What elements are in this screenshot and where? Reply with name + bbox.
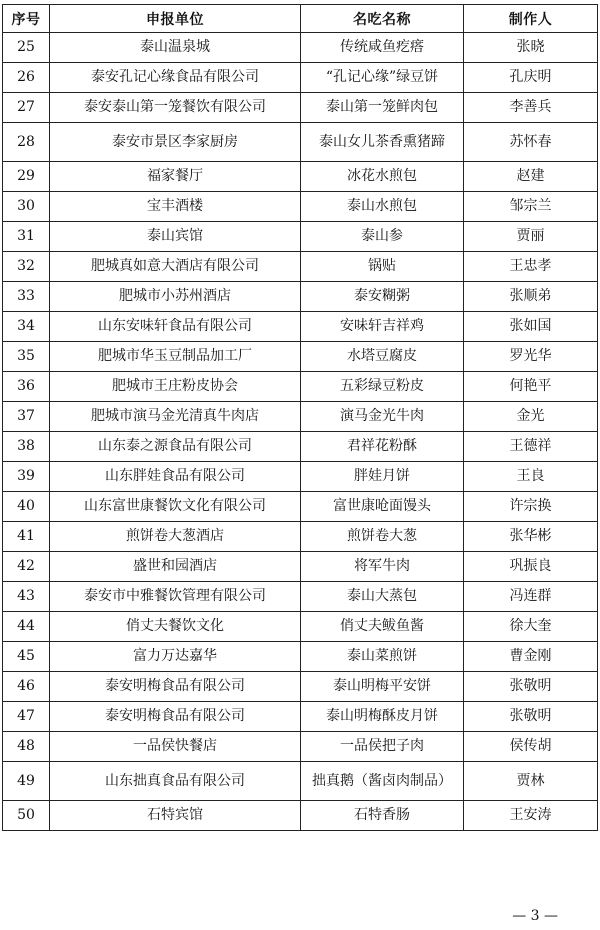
cell-unit: 富力万达嘉华	[50, 642, 301, 672]
cell-no: 39	[3, 462, 50, 492]
cell-unit: 宝丰酒楼	[50, 192, 301, 222]
cell-maker: 王忠孝	[464, 252, 598, 282]
cell-snack: 泰山明梅酥皮月饼	[301, 702, 464, 732]
cell-no: 49	[3, 762, 50, 801]
header-snack: 名吃名称	[301, 5, 464, 33]
cell-unit: 泰安市中雅餐饮管理有限公司	[50, 582, 301, 612]
cell-snack: 泰山明梅平安饼	[301, 672, 464, 702]
cell-no: 43	[3, 582, 50, 612]
table-row	[3, 372, 598, 402]
table-row	[3, 63, 598, 93]
cell-snack: 演马金光牛肉	[301, 402, 464, 432]
cell-maker: 张晓	[464, 33, 598, 63]
cell-unit: 一品侯快餐店	[50, 732, 301, 762]
cell-no: 25	[3, 33, 50, 63]
cell-no: 27	[3, 93, 50, 123]
cell-no: 44	[3, 612, 50, 642]
cell-no: 34	[3, 312, 50, 342]
cell-maker: 孔庆明	[464, 63, 598, 93]
cell-snack: 石特香肠	[301, 801, 464, 831]
table-row	[3, 432, 598, 462]
cell-snack: 泰山第一笼鲜肉包	[301, 93, 464, 123]
cell-snack: “孔记心缘”绿豆饼	[301, 63, 464, 93]
cell-maker: 冯连群	[464, 582, 598, 612]
cell-no: 42	[3, 552, 50, 582]
cell-maker: 张敬明	[464, 702, 598, 732]
cell-unit: 肥城市小苏州酒店	[50, 282, 301, 312]
cell-maker: 张敬明	[464, 672, 598, 702]
cell-no: 41	[3, 522, 50, 552]
cell-maker: 苏怀春	[464, 123, 598, 162]
table-row	[3, 462, 598, 492]
cell-unit: 肥城真如意大酒店有限公司	[50, 252, 301, 282]
cell-unit: 泰安孔记心缘食品有限公司	[50, 63, 301, 93]
cell-maker: 罗光华	[464, 342, 598, 372]
cell-no: 29	[3, 162, 50, 192]
cell-no: 26	[3, 63, 50, 93]
cell-snack: 富世康呛面馒头	[301, 492, 464, 522]
cell-no: 47	[3, 702, 50, 732]
cell-no: 30	[3, 192, 50, 222]
cell-unit: 煎饼卷大葱酒店	[50, 522, 301, 552]
table-row	[3, 582, 598, 612]
cell-snack: 五彩绿豆粉皮	[301, 372, 464, 402]
cell-snack: 泰山参	[301, 222, 464, 252]
cell-no: 32	[3, 252, 50, 282]
cell-unit: 泰山宾馆	[50, 222, 301, 252]
cell-snack: 泰山水煎包	[301, 192, 464, 222]
table-row	[3, 702, 598, 732]
cell-snack: 俏丈夫鲅鱼酱	[301, 612, 464, 642]
cell-no: 45	[3, 642, 50, 672]
cell-maker: 曹金刚	[464, 642, 598, 672]
cell-snack: 冰花水煎包	[301, 162, 464, 192]
cell-snack: 泰山女儿茶香熏猪蹄	[301, 123, 464, 162]
table-row	[3, 642, 598, 672]
table-row	[3, 492, 598, 522]
cell-maker: 王德祥	[464, 432, 598, 462]
cell-maker: 何艳平	[464, 372, 598, 402]
cell-no: 33	[3, 282, 50, 312]
page-number: — 3 —	[512, 908, 558, 924]
cell-snack: 君祥花粉酥	[301, 432, 464, 462]
snack-table	[2, 4, 598, 831]
table-row	[3, 123, 598, 162]
header-unit: 申报单位	[50, 5, 301, 33]
cell-snack: 将军牛肉	[301, 552, 464, 582]
cell-maker: 侯传胡	[464, 732, 598, 762]
cell-unit: 山东泰之源食品有限公司	[50, 432, 301, 462]
cell-unit: 盛世和园酒店	[50, 552, 301, 582]
cell-no: 48	[3, 732, 50, 762]
cell-no: 35	[3, 342, 50, 372]
cell-unit: 泰山温泉城	[50, 33, 301, 63]
cell-unit: 泰安市景区李家厨房	[50, 123, 301, 162]
cell-snack: 泰安糊粥	[301, 282, 464, 312]
cell-no: 40	[3, 492, 50, 522]
table-row	[3, 552, 598, 582]
cell-maker: 李善兵	[464, 93, 598, 123]
cell-unit: 山东安味轩食品有限公司	[50, 312, 301, 342]
cell-no: 46	[3, 672, 50, 702]
table-row	[3, 801, 598, 831]
cell-snack: 胖娃月饼	[301, 462, 464, 492]
table-row	[3, 402, 598, 432]
cell-unit: 肥城市演马金光清真牛肉店	[50, 402, 301, 432]
cell-snack: 拙真鹅（酱卤肉制品）	[301, 762, 464, 801]
cell-snack: 煎饼卷大葱	[301, 522, 464, 552]
cell-maker: 贾丽	[464, 222, 598, 252]
table-row	[3, 342, 598, 372]
cell-maker: 金光	[464, 402, 598, 432]
header-no: 序号	[3, 5, 50, 33]
table-row	[3, 252, 598, 282]
cell-maker: 张如国	[464, 312, 598, 342]
table-row	[3, 192, 598, 222]
cell-unit: 肥城市王庄粉皮协会	[50, 372, 301, 402]
cell-unit: 俏丈夫餐饮文化	[50, 612, 301, 642]
table-row	[3, 162, 598, 192]
cell-maker: 张华彬	[464, 522, 598, 552]
cell-snack: 一品侯把子肉	[301, 732, 464, 762]
cell-unit: 山东拙真食品有限公司	[50, 762, 301, 801]
cell-no: 36	[3, 372, 50, 402]
cell-snack: 锅贴	[301, 252, 464, 282]
table-row	[3, 732, 598, 762]
table-row	[3, 612, 598, 642]
cell-maker: 张顺弟	[464, 282, 598, 312]
table-header-row	[3, 5, 598, 33]
table-row	[3, 93, 598, 123]
table-body	[3, 33, 598, 831]
cell-snack: 传统咸鱼疙瘩	[301, 33, 464, 63]
cell-maker: 赵建	[464, 162, 598, 192]
cell-snack: 水塔豆腐皮	[301, 342, 464, 372]
cell-maker: 徐大奎	[464, 612, 598, 642]
cell-maker: 许宗换	[464, 492, 598, 522]
table-row	[3, 522, 598, 552]
table-row	[3, 672, 598, 702]
cell-unit: 泰安明梅食品有限公司	[50, 672, 301, 702]
cell-maker: 王安涛	[464, 801, 598, 831]
cell-no: 50	[3, 801, 50, 831]
cell-no: 31	[3, 222, 50, 252]
cell-maker: 巩振良	[464, 552, 598, 582]
table-row	[3, 33, 598, 63]
cell-unit: 泰安泰山第一笼餐饮有限公司	[50, 93, 301, 123]
cell-snack: 安味轩吉祥鸡	[301, 312, 464, 342]
cell-unit: 肥城市华玉豆制品加工厂	[50, 342, 301, 372]
table-row	[3, 312, 598, 342]
cell-maker: 贾林	[464, 762, 598, 801]
cell-unit: 山东胖娃食品有限公司	[50, 462, 301, 492]
cell-snack: 泰山菜煎饼	[301, 642, 464, 672]
cell-maker: 邹宗兰	[464, 192, 598, 222]
cell-no: 37	[3, 402, 50, 432]
cell-snack: 泰山大蒸包	[301, 582, 464, 612]
cell-unit: 山东富世康餐饮文化有限公司	[50, 492, 301, 522]
cell-unit: 石特宾馆	[50, 801, 301, 831]
cell-unit: 福家餐厅	[50, 162, 301, 192]
header-maker: 制作人	[464, 5, 598, 33]
cell-no: 38	[3, 432, 50, 462]
table-row	[3, 282, 598, 312]
cell-no: 28	[3, 123, 50, 162]
table-row	[3, 222, 598, 252]
cell-maker: 王良	[464, 462, 598, 492]
cell-unit: 泰安明梅食品有限公司	[50, 702, 301, 732]
table-row	[3, 762, 598, 801]
